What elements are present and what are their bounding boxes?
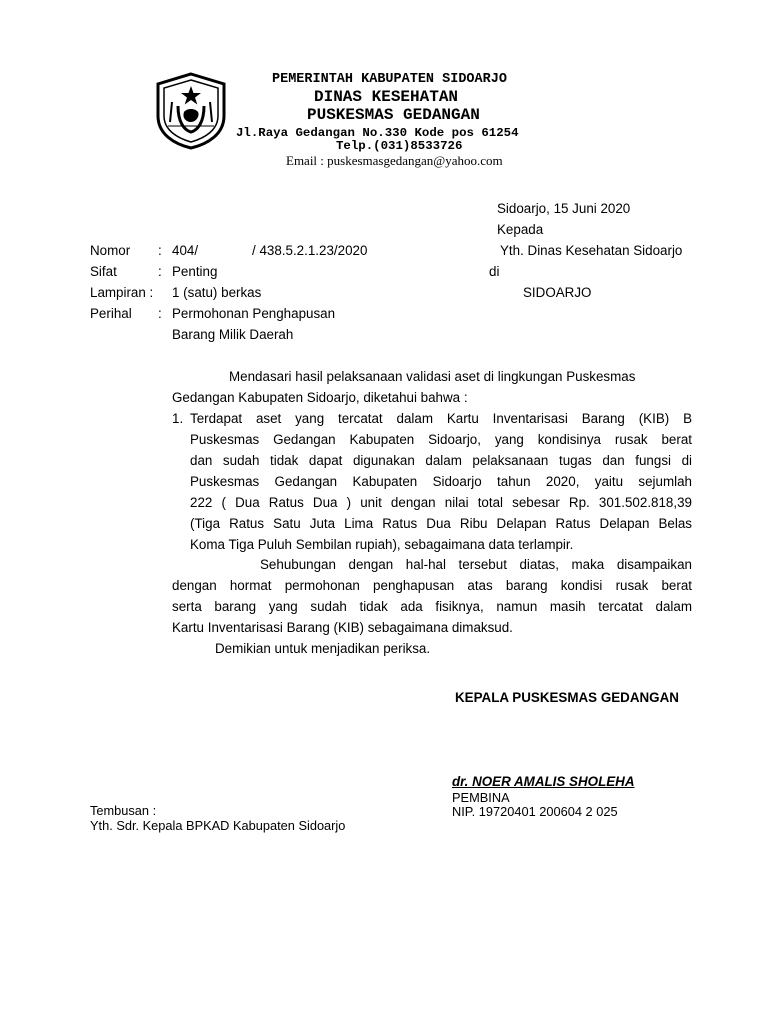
list-item-line: Terdapat aset yang tercatat dalam Kartu Inventarisasi Barang (KIB) B	[190, 411, 692, 426]
perihal-label: Perihal	[90, 306, 132, 321]
regency-logo-icon	[154, 72, 228, 150]
perihal-value-line2: Barang Milik Daerah	[172, 327, 294, 342]
place-date: Sidoarjo, 15 Juni 2020	[497, 201, 631, 216]
letterhead-phone: Telp.(031)8533726	[336, 139, 463, 153]
recipient-addressee: Yth. Dinas Kesehatan Sidoarjo	[500, 243, 683, 258]
perihal-value-line1: Permohonan Penghapusan	[172, 306, 336, 321]
nomor-colon: :	[158, 243, 162, 258]
list-item-line: Puskesmas Gedangan Kabupaten Sidoarjo, yang kondisinya rusak berat	[190, 432, 692, 447]
list-item-number: 1.	[172, 411, 184, 426]
list-item-line: dan sudah tidak dapat digunakan dalam pelaksanaan tugas dan fungsi di	[190, 453, 692, 468]
body-paragraph2-line: Sehubungan dengan hal-hal tersebut diatas, maka disampaikan	[260, 557, 692, 572]
closing-sentence: Demikian untuk menjadikan periksa.	[215, 641, 431, 656]
sifat-label: Sifat	[90, 264, 117, 279]
perihal-colon: :	[158, 306, 162, 321]
sifat-value: Penting	[172, 264, 218, 279]
body-paragraph2-line: serta barang yang sudah tidak ada fisiknya, namun masih tercatat dalam	[172, 599, 692, 614]
signatory-rank: PEMBINA	[452, 790, 510, 805]
cc-label: Tembusan :	[90, 803, 157, 818]
nomor-label: Nomor	[90, 243, 131, 258]
nomor-code: / 438.5.2.1.23/2020	[252, 243, 368, 258]
lampiran-label: Lampiran :	[90, 285, 154, 300]
lampiran-value: 1 (satu) berkas	[172, 285, 262, 300]
signatory-name: dr. NOER AMALIS SHOLEHA	[452, 774, 635, 789]
body-paragraph2-line: dengan hormat permohonan penghapusan atas barang kondisi rusak berat	[172, 578, 692, 593]
letterhead-government: PEMERINTAH KABUPATEN SIDOARJO	[272, 72, 507, 87]
cc-recipient: Yth. Sdr. Kepala BPKAD Kabupaten Sidoarjo	[90, 818, 346, 833]
signatory-nip: NIP. 19720401 200604 2 025	[452, 804, 618, 819]
list-item-line: Puskesmas Gedangan Kabupaten Sidoarjo tahun 2020, yaitu sejumlah	[190, 474, 692, 489]
letterhead-address: Jl.Raya Gedangan No.330 Kode pos 61254	[236, 126, 519, 140]
recipient-di: di	[489, 264, 500, 279]
letterhead-email: Email : puskesmasgedangan@yahoo.com	[286, 153, 503, 168]
body-paragraph2-line: Kartu Inventarisasi Barang (KIB) sebagaimana dimaksud.	[172, 620, 513, 635]
letterhead-institution: PUSKESMAS GEDANGAN	[307, 106, 480, 124]
recipient-kepada: Kepada	[497, 222, 544, 237]
nomor-value: 404/	[172, 243, 199, 258]
signature-title: KEPALA PUSKESMAS GEDANGAN	[455, 690, 679, 705]
recipient-city: SIDOARJO	[523, 285, 592, 300]
sifat-colon: :	[158, 264, 162, 279]
body-paragraph1-line1: Mendasari hasil pelaksanaan validasi aset di lingkungan Puskesmas	[229, 369, 636, 384]
list-item-line: Koma Tiga Puluh Sembilan rupiah), sebagaimana data terlampir.	[190, 537, 574, 552]
letterhead-department: DINAS KESEHATAN	[314, 88, 459, 106]
list-item-line: (Tiga Ratus Satu Juta Lima Ratus Dua Ribu Delapan Ratus Delapan Belas	[190, 516, 692, 531]
body-paragraph1-line2: Gedangan Kabupaten Sidoarjo, diketahui bahwa :	[172, 390, 468, 405]
list-item-line: 222 ( Dua Ratus Dua ) unit dengan nilai total sebesar Rp. 301.502.818,39	[190, 495, 692, 510]
